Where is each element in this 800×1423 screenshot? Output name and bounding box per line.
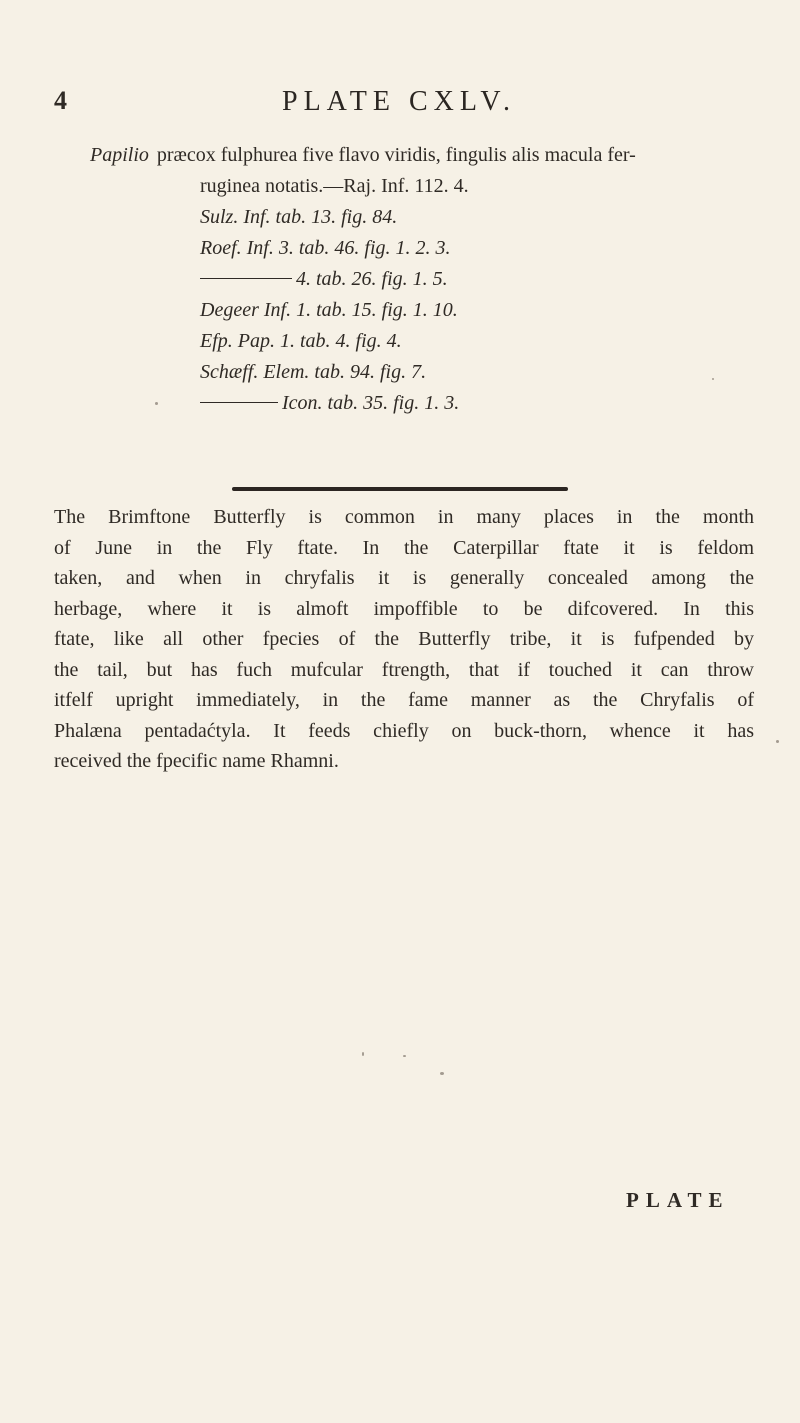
page-number: 4: [54, 86, 68, 115]
paragraph-line: the tail, but has fuch mufcular ftrength, that if touched it can throw: [54, 658, 754, 681]
paper-speck: [403, 1055, 406, 1057]
catchword: PLATE: [626, 1188, 730, 1212]
paper-speck: [776, 740, 779, 743]
synonymy-text: Efp. Pap. 1. tab. 4. fig. 4.: [200, 330, 402, 352]
paper-speck: [440, 1072, 444, 1075]
synonymy-line: [90, 202, 770, 233]
synonymy-line: [90, 140, 770, 171]
synonymy-text: Roef. Inf. 3. tab. 46. fig. 1. 2. 3.: [200, 237, 451, 259]
ditto-dash: [200, 402, 278, 403]
synonymy-line: [90, 233, 770, 264]
paragraph-line: of June in the Fly ftate. In the Caterpillar ftate it is feldom: [54, 536, 754, 559]
ditto-dash: [200, 278, 292, 279]
genus-name: Papilio: [90, 144, 149, 166]
synonymy-text: 4. tab. 26. fig. 1. 5.: [296, 268, 448, 290]
synonymy-line: [90, 295, 770, 326]
paper-speck: [155, 402, 158, 405]
synonymy-text: præcox fulphurea five flavo viridis, fingulis alis macula fer-: [156, 144, 636, 166]
section-divider-rule: [232, 487, 568, 491]
description-paragraph: [54, 502, 754, 777]
synonymy-line: [90, 264, 770, 295]
synonymy-text: ruginea notatis.—Raj. Inf. 112. 4.: [200, 175, 469, 197]
paragraph-line: received the fpecific name Rhamni.: [54, 750, 339, 772]
plate-title: PLATE CXLV.: [282, 86, 517, 117]
synonymy-line: [90, 171, 770, 202]
paragraph-line: Phalæna pentadaćtyla. It feeds chiefly on buck-thorn, whence it has: [54, 719, 754, 742]
synonymy-line: [90, 326, 770, 357]
paragraph-line: The Brimftone Butterfly is common in many places in the month: [54, 506, 754, 528]
synonymy-text: Degeer Inf. 1. tab. 15. fig. 1. 10.: [200, 299, 458, 321]
synonymy-line: [90, 388, 770, 419]
paragraph-line: itfelf upright immediately, in the fame manner as the Chryfalis of: [54, 689, 754, 711]
paper-speck: [362, 1052, 364, 1056]
synonymy-text: Sulz. Inf. tab. 13. fig. 84.: [200, 206, 398, 228]
paragraph-line: ftate, like all other fpecies of the Butterfly tribe, it is fufpended by: [54, 628, 754, 650]
paragraph-line: herbage, where it is almoft impoffible to be difcovered. In this: [54, 597, 754, 620]
synonymy-line: [90, 357, 770, 388]
synonymy-text: Icon. tab. 35. fig. 1. 3.: [282, 392, 460, 414]
paragraph-line: taken, and when in chryfalis it is generally concealed among the: [54, 567, 754, 589]
synonymy-text: Schæff. Elem. tab. 94. fig. 7.: [200, 361, 427, 383]
paper-speck: [712, 378, 714, 380]
synonymy-block: [90, 140, 770, 419]
